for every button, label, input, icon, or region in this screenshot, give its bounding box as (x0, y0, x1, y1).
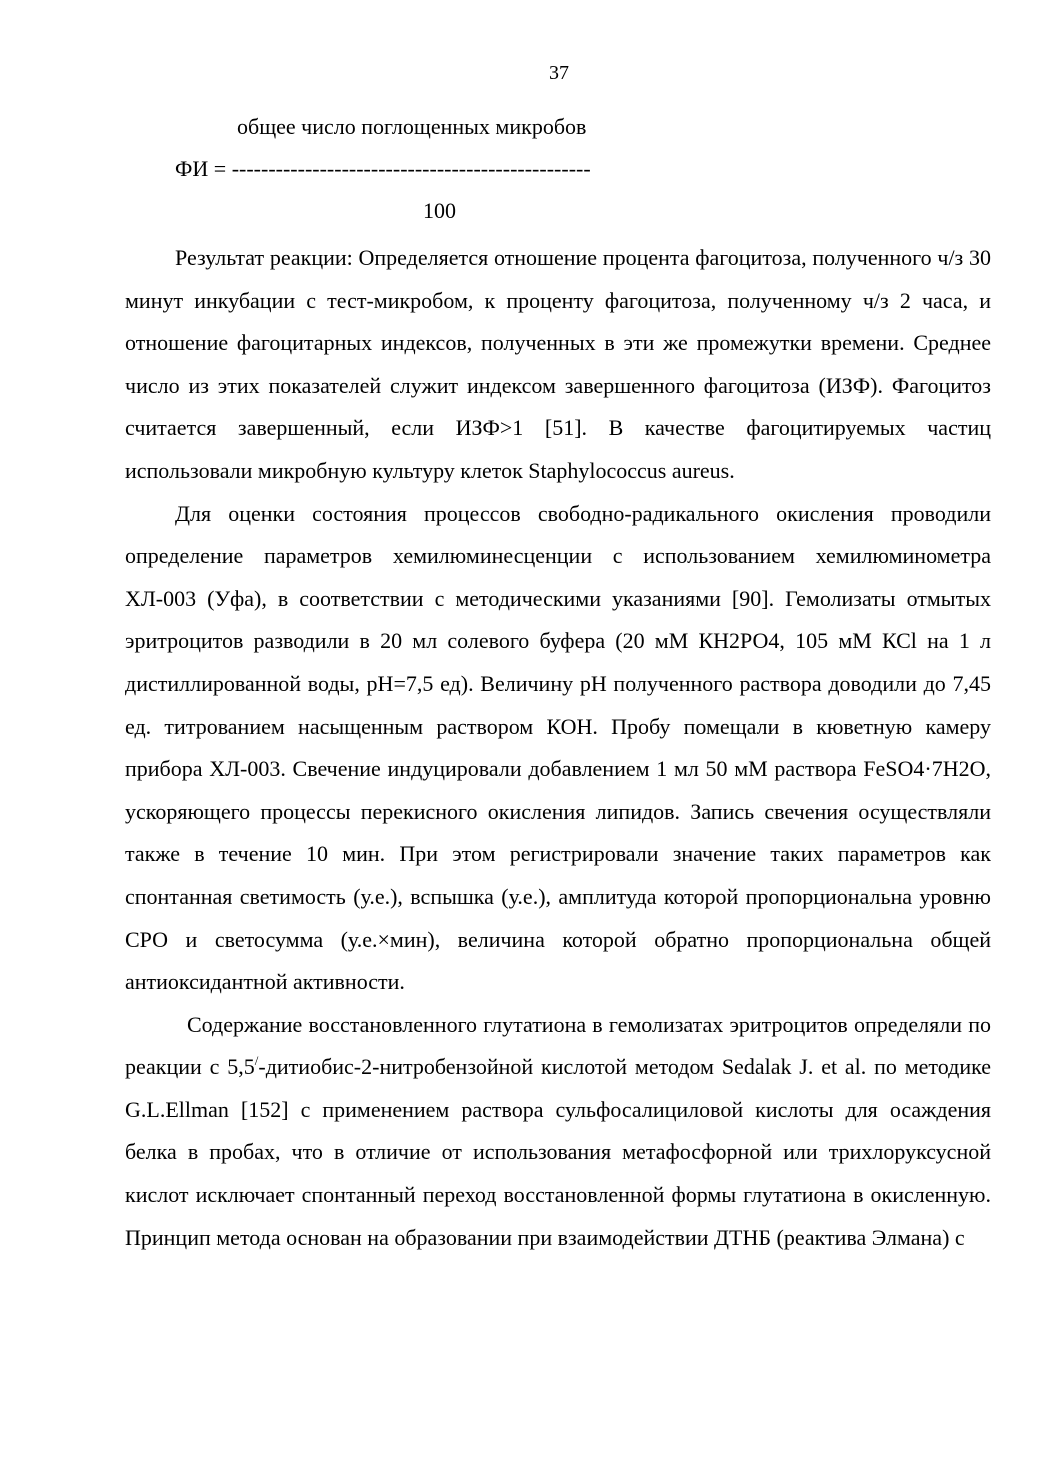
formula-equation-line (175, 156, 591, 182)
paragraph-glutathione-text-start: Содержание восстановленного глутатиона в гемолизатах эритроцитов определяли по реакции с 5,5 (125, 1011, 991, 1080)
prime-superscript: / (254, 1053, 259, 1069)
formula-numerator: общее число поглощенных микробов (237, 114, 587, 139)
paragraph-glutathione (125, 1004, 991, 1260)
formula-denominator: 100 (423, 198, 456, 223)
page-number: 37 (549, 62, 569, 84)
paragraph-phagocytosis-result: Результат реакции: Определяется отношение процента фагоцитоза, полученного ч/з 30 минут инкубации с тест-микробом, к проценту фагоцитоза, полученному ч/з 2 часа, и отношение фагоцитарных индексов, полученных в эти же промежутки времени. Среднее число из этих показателей служит индексом завершенного фагоцитоза (ИЗФ). Фагоцитоз считается завершенный, если ИЗФ>1 [51]. В качестве фагоцитируемых частиц использовали микробную культуру клеток Staphylococcus aureus. (125, 245, 991, 483)
formula-fraction-bar: ------------------------------------------------- (231, 156, 591, 181)
paragraph-glutathione-text-end: -дитиобис-2-нитробензойной кислотой методом Sedalak J. et al. по методике G.L.Ellman [152] с применением раствора сульфосалициловой кислоты для осаждения белка в пробах, что в отличие от использования метафосфорной или трихлоруксусной кислот исключает спонтанный переход восстановленной формы глутатиона в окисленную. Принцип метода основан на образовании при взаимодействии ДТНБ (реактива Элмана) с (125, 1054, 991, 1250)
formula-lhs: ФИ = (175, 156, 232, 181)
body-text (125, 237, 991, 1259)
paragraph-chemiluminescence: Для оценки состояния процессов свободно-радикального окисления проводили определение параметров хемилюминесценции с использованием хемилюминометра ХЛ-003 (Уфа), в соответствии с методическими указаниями [90]. Гемолизаты отмытых эритроцитов разводили в 20 мл солевого буфера (20 мМ КН2РО4, 105 мМ КСl на 1 л дистиллированной воды, рН=7,5 ед). Величину рН полученного раствора доводили до 7,45 ед. титрованием насыщенным раствором КОН. Пробу помещали в кюветную камеру прибора ХЛ-003. Свечение индуцировали добавлением 1 мл 50 мМ раствора FeSO4·7H2O, ускоряющего процессы перекисного окисления липидов. Запись свечения осуществляли также в течение 10 мин. При этом регистрировали значение таких параметров как спонтанная светимость (у.е.), вспышка (у.е.), амплитуда которой пропорциональна уровню СРО и светосумма (у.е.×мин), величина которой обратно пропорциональна общей антиоксидантной активности. (125, 500, 991, 995)
